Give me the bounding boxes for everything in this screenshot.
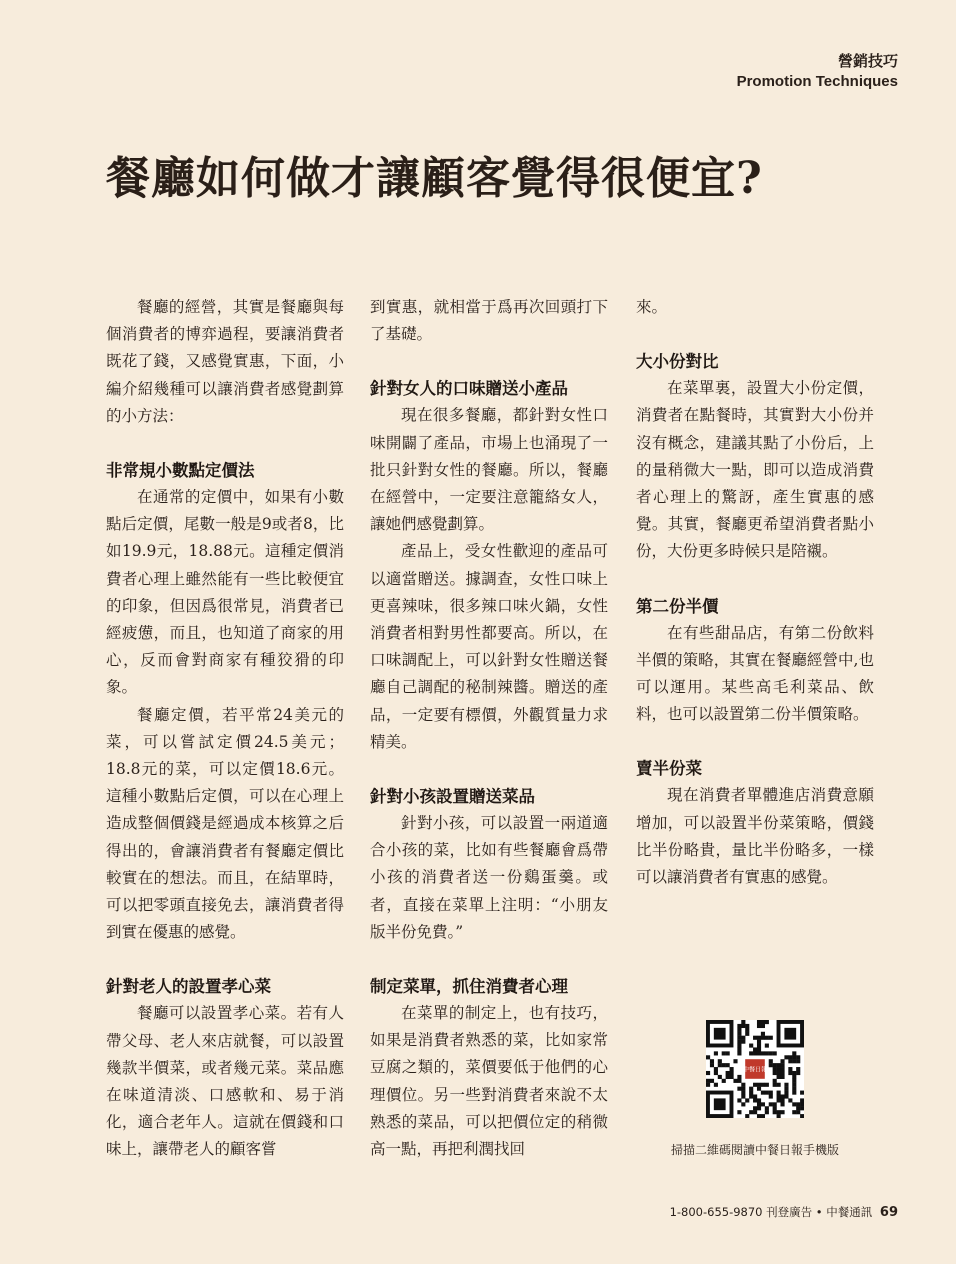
paragraph-continued: 到實惠，就相當于爲再次回頭打下了基礎。: [370, 298, 608, 344]
heading-half-portion: 賣半份菜: [636, 759, 702, 779]
paragraph: 現在很多餐廳，都針對女性口味開闢了產品，市場上也涌現了一批只針對女性的餐廳。所以，餐廳在經營中，一定要注意籠絡女人，讓她們感覺劃算。: [370, 406, 608, 534]
section-tag: [737, 50, 898, 90]
page-footer: [670, 1204, 898, 1220]
heading-kids-dishes: 針對小孩設置贈送菜品: [370, 787, 535, 807]
paragraph: 在菜單的制定上，也有技巧，如果是消費者熟悉的菜，比如家常豆腐之類的，菜價要低于他們的心理價位。另一些對消費者來說不太熟悉的菜品，可以把價位定的稍微高一點，再把利潤找回: [370, 1004, 608, 1159]
paragraph: 產品上，受女性歡迎的產品可以適當贈送。據調查，女性口味上更喜辣味，很多辣口味火鍋，女性消費者相對男性都要高。所以，在口味調配上，可以針對女性贈送餐廳自己調配的秘制辣醬。贈送的產品，一定要有標價，外觀質量力求精美。: [370, 542, 608, 751]
footer-text: 刊登廣告 • 中餐通訊: [766, 1205, 873, 1219]
heading-decimal-pricing: 非常規小數點定價法: [106, 461, 255, 481]
qr-code[interactable]: [706, 1020, 804, 1118]
paragraph: 在有些甜品店，有第二份飲料半價的策略，其實在餐廳經營中,也可以運用。某些高毛利菜品、飲料，也可以設置第二份半價策略。: [636, 623, 874, 724]
paragraph-continued: 來。: [636, 298, 668, 316]
paragraph: 餐廳可以設置孝心菜。若有人帶父母、老人來店就餐，可以設置幾款半價菜，或者幾元菜。菜品應在味道清淡、口感軟和、易于消化，適合老年人。這就在價錢和口味上，讓帶老人的顧客嘗: [106, 1004, 344, 1159]
heading-menu-psychology: 制定菜單，抓住消費者心理: [370, 977, 568, 997]
heading-second-half-price: 第二份半價: [636, 596, 719, 616]
section-name-cn: 營銷技巧: [837, 52, 898, 70]
heading-elderly-dishes: 針對老人的設置孝心菜: [106, 977, 271, 997]
heading-women-gifts: 針對女人的口味贈送小產品: [370, 379, 568, 399]
paragraph: 在菜單裏，設置大小份定價，消費者在點餐時，其實對大小份并沒有概念，建議其點了小份后，上的量稍微大一點，即可以造成消費者心理上的驚訝，產生實惠的感覺。其實，餐廳更希望消費者點小份，大份更多時候只是陪襯。: [636, 379, 874, 561]
paragraph: 現在消費者單體進店消費意願增加，可以設置半份菜策略，價錢比半份略貴，量比半份略多，一樣可以讓消費者有實惠的感覺。: [636, 786, 874, 887]
column-2: [370, 294, 608, 1163]
footer-phone: 1-800-655-9870: [669, 1205, 763, 1219]
qr-seal-logo: 中餐日報: [742, 1066, 768, 1074]
paragraph: 餐廳定價，若平常24美元的菜，可以嘗試定價24.5美元；18.8元的菜，可以定價18.6元。這種小數點后定價，可以在心理上造成整個價錢是經過成本核算之后得出的，會讓消費者有餐廳定價比較實在的想法。而且，在結單時，可以把零頭直接免去，讓消費者得到實在優惠的感覺。: [106, 705, 344, 942]
column-3: [636, 294, 874, 891]
section-name-en: Promotion Techniques: [736, 73, 898, 90]
paragraph: 在通常的定價中，如果有小數點后定價，尾數一般是9或者8，比如19.9元，18.88元。這種定價消費者心理上雖然能有一些比較便宜的印象，但因爲很常見，消費者已經疲憊，而且，也知道了商家的用心，反而會對商家有種狡猾的印象。: [106, 488, 344, 697]
qr-code-icon: [706, 1020, 804, 1118]
heading-size-comparison: 大小份對比: [636, 352, 719, 372]
intro-paragraph: 餐廳的經營，其實是餐廳與每個消費者的博弈過程，要讓消費者既花了錢，又感覺實惠，下面，小編介紹幾種可以讓消費者感覺劃算的小方法：: [106, 298, 344, 425]
qr-caption: 掃描二維碼閱讀中餐日報手機版: [670, 1143, 839, 1157]
article-title: 餐廳如何做才讓顧客覺得很便宜?: [106, 153, 763, 204]
column-1: [106, 294, 344, 1164]
page-number: 69: [879, 1205, 898, 1220]
paragraph: 針對小孩，可以設置一兩道適合小孩的菜，比如有些餐廳會爲帶小孩的消費者送一份鷄蛋羹。或者，直接在菜單上注明：“小朋友版半份免費。”: [370, 814, 608, 941]
